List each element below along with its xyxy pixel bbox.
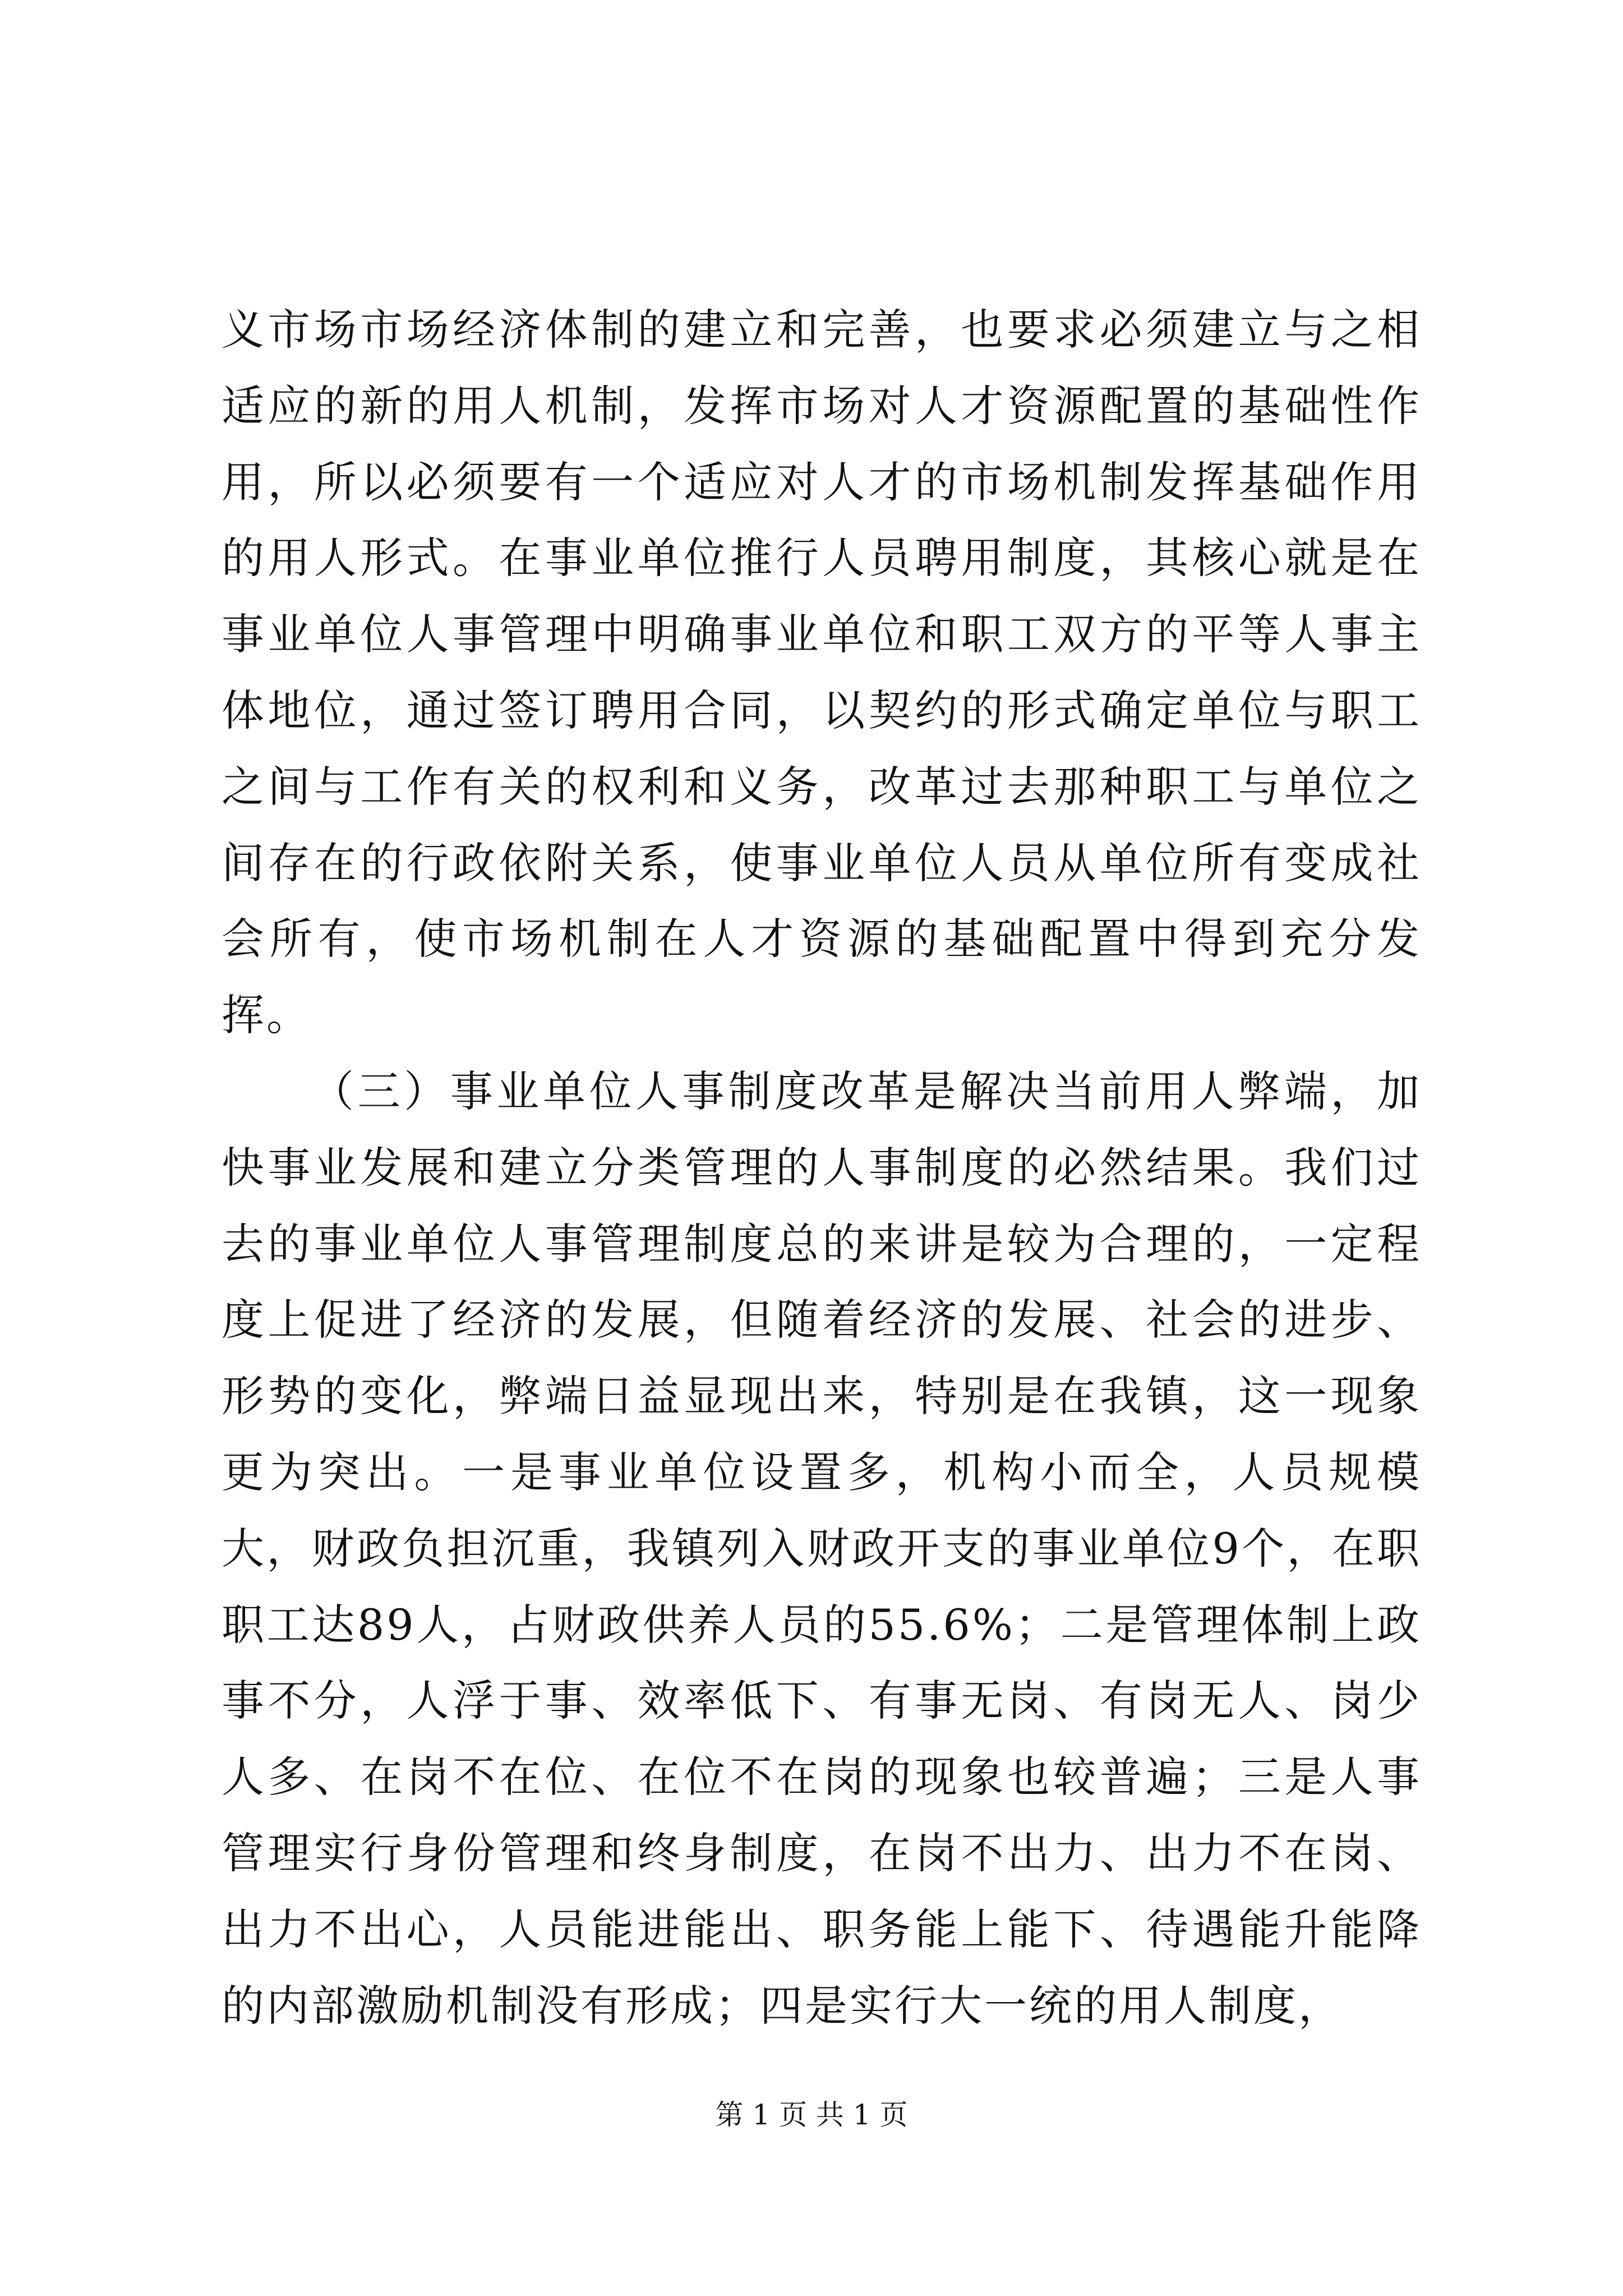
document-body bbox=[222, 292, 1422, 2044]
paragraph-continued: 义市场市场经济体制的建立和完善，也要求必须建立与之相适应的新的用人机制，发挥市场对人才资源配置的基础性作用，所以必须要有一个适应对人才的市场机制发挥基础作用的用人形式。在事业单位推行人员聘用制度，其核心就是在事业单位人事管理中明确事业单位和职工双方的平等人事主体地位，通过签订聘用合同，以契约的形式确定单位与职工之间与工作有关的权利和义务，改革过去那种职工与单位之间存在的行政依附关系，使事业单位人员从单位所有变成社会所有，使市场机制在人才资源的基础配置中得到充分发挥。 bbox=[222, 305, 1422, 1041]
page-footer: 第 1 页 共 1 页 bbox=[715, 2099, 908, 2131]
paragraph-section-three: （三）事业单位人事制度改革是解决当前用人弊端，加快事业发展和建立分类管理的人事制度的必然结果。我们过去的事业单位人事管理制度总的来讲是较为合理的，一定程度上促进了经济的发展，但随着经济的发展、社会的进步、形势的变化，弊端日益显现出来，特别是在我镇，这一现象更为突出。一是事业单位设置多，机构小而全，人员规模大，财政负担沉重，我镇列入财政开支的事业单位9个，在职职工达89人，占财政供养人员的55.6%；二是管理体制上政事不分，人浮于事、效率低下、有事无岗、有岗无人、岗少人多、在岗不在位、在位不在岗的现象也较普遍；三是人事管理实行身份管理和终身制度，在岗不出力、出力不在岗、出力不出心，人员能进能出、职务能上能下、待遇能升能降的内部激励机制没有形成；四是实行大一统的用人制度， bbox=[222, 1066, 1422, 2031]
